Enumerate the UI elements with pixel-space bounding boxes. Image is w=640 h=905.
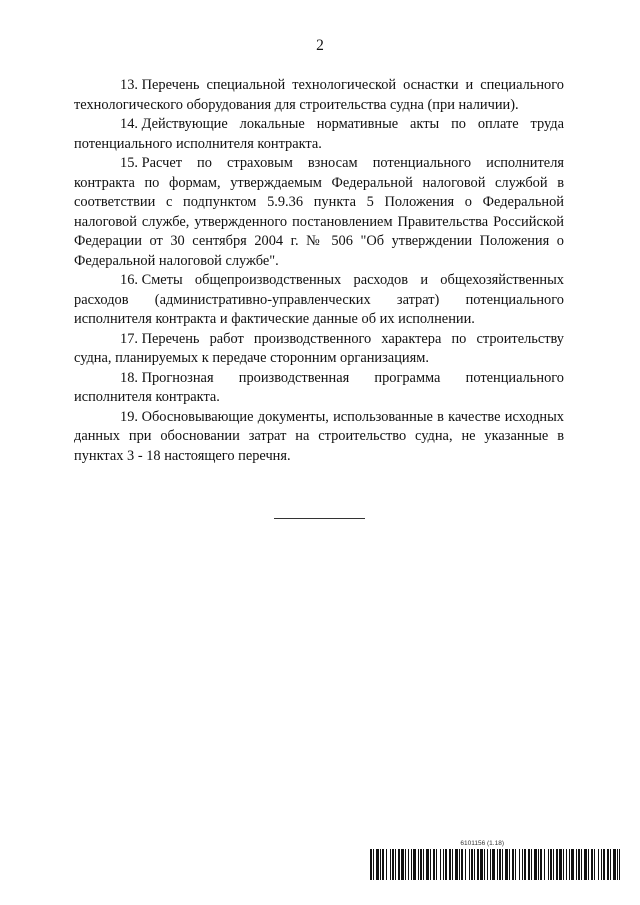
- list-item-text: Перечень специальной технологической оснастки и специального технологического оборудования для строительства судна (при наличии).: [74, 77, 564, 113]
- end-divider: [274, 518, 365, 519]
- list-item: [74, 115, 564, 154]
- list-item-number: 16.: [120, 272, 138, 288]
- list-item-text: Прогнозная производственная программа потенциального исполнителя контракта.: [74, 369, 564, 405]
- list-item: [74, 154, 564, 271]
- list-item-text: Сметы общепроизводственных расходов и общехозяйственных расходов (административно-управленческих затрат) потенциального исполнителя контракта и фактические данные об их исполнении.: [74, 272, 564, 327]
- list-item-number: 17.: [120, 330, 138, 347]
- list-item: [74, 369, 564, 408]
- page-number: 2: [316, 37, 324, 54]
- list-item-text: Расчет по страховым взносам потенциального исполнителя контракта по формам, утверждаемым Федеральной налоговой службой в соответствии с подпунктом 5.9.36 пункта 5 Положения о Федеральной налоговой службе, утвержденного постановлением Правительства Российской Федерации от 30 сентября 2004 г. № 506 "Об утверждении Положения о Федеральной налоговой службе".: [74, 155, 564, 269]
- list-item: [74, 76, 564, 115]
- list-item-number: 13.: [120, 77, 138, 93]
- document-code: 6101156 (1.18): [460, 840, 504, 847]
- list-item-number: 19.: [120, 408, 138, 425]
- list-item-text: Действующие локальные нормативные акты по оплате труда потенциального исполнителя контракта.: [74, 116, 564, 152]
- document-list: [74, 76, 564, 466]
- barcode-icon: [370, 849, 620, 880]
- barcode-block: [370, 840, 620, 888]
- list-item: [74, 330, 564, 369]
- list-item-number: 14.: [120, 116, 138, 132]
- list-item-number: 18.: [120, 369, 138, 386]
- list-item-text: Обосновывающие документы, использованные в качестве исходных данных при обосновании затрат на строительство судна, не указанные в пунктах 3 - 18 настоящего перечня.: [74, 408, 564, 464]
- list-item-number: 15.: [120, 155, 138, 171]
- list-item: [74, 408, 564, 467]
- list-item: [74, 271, 564, 330]
- list-item-text: Перечень работ производственного характера по строительству судна, планируемых к передаче сторонним организациям.: [74, 330, 564, 366]
